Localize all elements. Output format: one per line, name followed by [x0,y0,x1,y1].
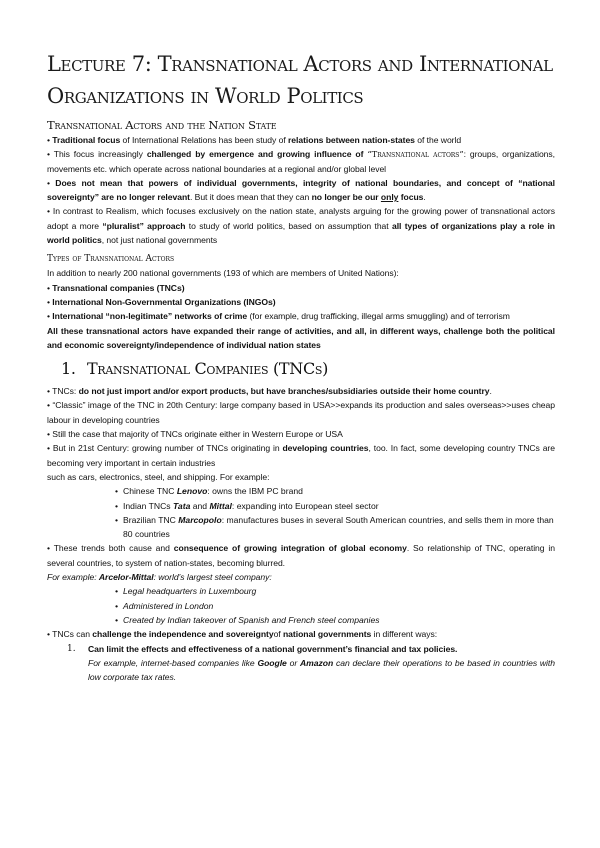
types-intro: In addition to nearly 200 national governments (193 of which are members of United Nations): [47,268,399,279]
bullet-traditional-focus: • Traditional focus of International Relations has been study of relations between nation-states of the world [47,135,462,145]
document-page [47,48,555,684]
bullet-crime-networks: • International “non-legitimate” networks of crime (for example, drug trafficking, illegal arms smuggling) and of terrorism [47,311,510,322]
point-number: 1. [67,643,76,654]
list-item: • Legal headquarters in Luxembourg [123,584,555,598]
section-heading-types: Types of Transnational Actors [47,254,175,265]
bullet-does-not-mean: • Does not mean that powers of individual governments, integrity of national boundaries, and concept of “national sovereignty” are no longer relevant. But it does mean that they can no longer be our only focus. [47,177,555,203]
bullet-tncs: • Transnational companies (TNCs) [47,282,185,293]
page-title: Lecture 7: Transnational Actors and International Organizations in World Politics [47,52,553,108]
section-heading-tncs: 1. Transnational Companies (TNCs) [61,359,329,379]
arcelor-mittal-list [47,584,555,627]
point-1-heading: Can limit the effects and effectiveness of a national government’s financial and tax policies. [88,643,458,654]
numbered-point-1 [47,642,555,685]
example-arcelor-mittal: For example: Arcelor-Mittal: world’s largest steel company: [47,572,272,583]
list-item: • Created by Indian takeover of Spanish and French steel companies [123,613,555,627]
bullet-ingos: • International Non-Governmental Organizations (INGOs) [47,296,276,307]
list-item: • Chinese TNC Lenovo: owns the IBM PC brand [123,484,555,498]
list-item: • Indian TNCs Tata and Mittal: expanding into European steel sector [123,499,555,513]
bullet-challenged: • This focus increasingly challenged by emergence and growing influence of “Transnational actors”: groups, organizations, movements etc. which operate across national boundaries at a regional and/or global level [47,149,555,174]
types-summary: All these transnational actors have expanded their range of activities, and all, in different ways, challenge both the political and economic sovereignty/independence of individual nation states [47,325,555,350]
bullet-tncs-definition: • TNCs: do not just import and/or export products, but have branches/subsidiaries outside their home country. [47,386,492,397]
bullet-challenge-sovereignty: • TNCs can challenge the independence and sovereigntyof national governments in different ways: [47,629,438,640]
section-heading-transnational-actors: Transnational Actors and the Nation State [47,118,277,132]
industries-line: such as cars, electronics, steel, and shipping. For example: [47,471,270,482]
point-1-example: For example, internet-based companies like Google or Amazon can declare their operations to be based in countries with low corporate tax rates. [88,657,555,683]
bullet-classic-image: • “Classic” image of the TNC in 20th Century: large company based in USA>>expands its production and sales overseas>>uses cheap labour in developing countries [47,400,555,425]
bullet-21st-century: • But in 21st Century: growing number of TNCs originating in developing countries, too. In fact, some developing country TNCs are becoming very important in certain industries [47,443,555,468]
bullet-global-economy: • These trends both cause and consequence of growing integration of global economy. So relationship of TNC, operating in several countries, to system of nation-states, becoming blurred. [47,543,555,568]
list-item: • Brazilian TNC Marcopolo: manufactures buses in several South American countries, and sells them in more than 80 countries [123,513,555,542]
tnc-examples-list [47,484,555,541]
list-item: • Administered in London [123,599,555,613]
bullet-majority: • Still the case that majority of TNCs originate either in Western Europe or USA [47,429,343,440]
bullet-pluralist: • In contrast to Realism, which focuses exclusively on the nation state, analysts arguing for the growing power of transnational actors adopt a more “pluralist” approach to study of world politics, based on assumption that all types of organizations play a role in world politics, not just national governments [47,206,555,246]
